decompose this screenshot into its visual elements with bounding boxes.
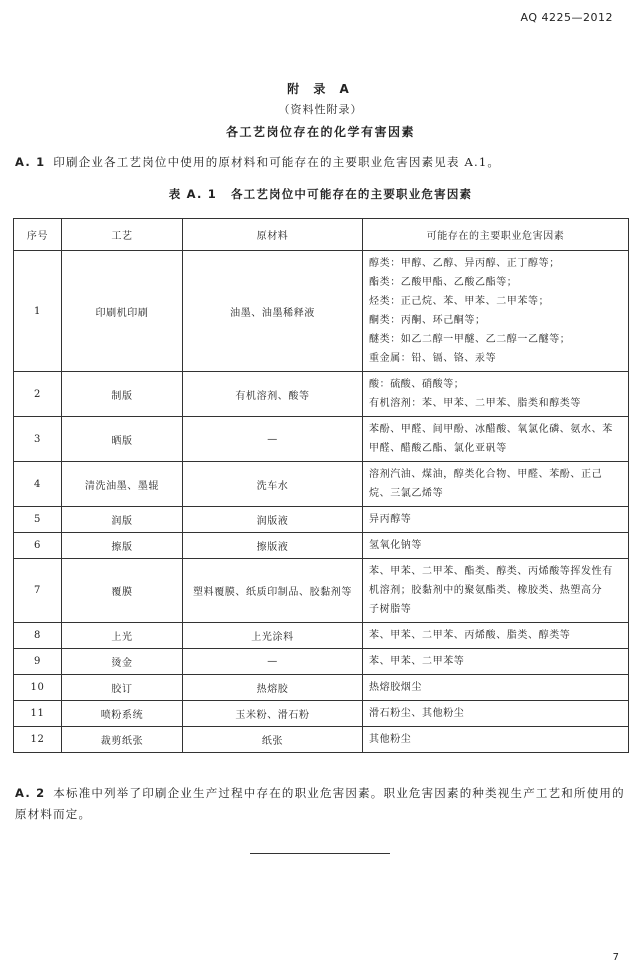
table-row <box>14 675 629 701</box>
table-row <box>14 507 629 533</box>
hazard-line: 热熔胶烟尘 <box>369 682 422 693</box>
table-row <box>14 701 629 727</box>
row-material: 热熔胶 <box>183 675 363 701</box>
row-process: 擦版 <box>62 533 183 559</box>
hazard-line: 有机溶剂：苯、甲苯、二甲苯、脂类和醇类等 <box>369 398 581 409</box>
row-hazards <box>363 675 629 701</box>
table-header-row <box>14 219 629 251</box>
row-hazards <box>363 701 629 727</box>
row-number: 2 <box>14 372 62 417</box>
row-material: 有机溶剂、酸等 <box>183 372 363 417</box>
row-hazards <box>363 251 629 372</box>
hazard-line: 酯类：乙酸甲酯、乙酸乙酯等； <box>369 277 518 288</box>
hazard-line: 滑石粉尘、其他粉尘 <box>369 708 465 719</box>
hazard-line: 苯酚、甲醛、间甲酚、冰醋酸、氧氯化磷、氨水、苯 <box>369 424 613 435</box>
row-hazards <box>363 623 629 649</box>
row-hazards <box>363 559 629 623</box>
hazard-line: 甲醛、醋酸乙酯、氯化亚矾等 <box>369 443 507 454</box>
table-row <box>14 623 629 649</box>
clause-text: 本标准中列举了印刷企业生产过程中存在的职业危害因素。职业危害因素的种类视生产工艺和所使用的原材料而定。 <box>15 786 625 821</box>
row-hazards <box>363 417 629 462</box>
row-material: 洗车水 <box>183 462 363 507</box>
table-row <box>14 727 629 753</box>
row-number: 10 <box>14 675 62 701</box>
appendix-title: 附 录 A <box>287 82 354 96</box>
table-row <box>14 649 629 675</box>
hazard-line: 醚类：如乙二醇一甲醚、乙二醇一乙醚等； <box>369 334 571 345</box>
row-material: 纸张 <box>183 727 363 753</box>
row-process: 制版 <box>62 372 183 417</box>
hazard-line: 苯、甲苯、二甲苯等 <box>369 656 465 667</box>
standard-code: AQ 4225—2012 <box>520 11 613 24</box>
row-process: 覆膜 <box>62 559 183 623</box>
row-material: 玉米粉、滑石粉 <box>183 701 363 727</box>
hazard-line: 苯、甲苯、二甲苯、丙烯酸、脂类、醇类等 <box>369 630 571 641</box>
end-divider <box>250 853 390 854</box>
hazard-line: 其他粉尘 <box>369 734 412 745</box>
hazard-line: 酸：硫酸、硝酸等； <box>369 379 465 390</box>
table-row <box>14 559 629 623</box>
hazard-line: 醇类：甲醇、乙醇、异丙醇、正丁醇等； <box>369 258 560 269</box>
row-hazards <box>363 649 629 675</box>
row-process: 喷粉系统 <box>62 701 183 727</box>
row-process: 胶订 <box>62 675 183 701</box>
table-row <box>14 462 629 507</box>
row-number: 7 <box>14 559 62 623</box>
appendix-subtitle: （资料性附录） <box>278 103 363 116</box>
row-hazards <box>363 533 629 559</box>
row-hazards <box>363 507 629 533</box>
row-number: 3 <box>14 417 62 462</box>
header-process: 工艺 <box>62 219 183 251</box>
row-material: — <box>183 649 363 675</box>
appendix-heading: 各工艺岗位存在的化学有害因素 <box>225 125 415 139</box>
row-number: 12 <box>14 727 62 753</box>
row-process: 润版 <box>62 507 183 533</box>
row-number: 8 <box>14 623 62 649</box>
hazard-line: 烷、三氯乙烯等 <box>369 488 444 499</box>
table-row <box>14 417 629 462</box>
row-process: 晒版 <box>62 417 183 462</box>
clause-text: 印刷企业各工艺岗位中使用的原材料和可能存在的主要职业危害因素见表 A.1。 <box>53 155 501 169</box>
row-material: — <box>183 417 363 462</box>
clause-a2 <box>15 783 626 825</box>
header-hazards: 可能存在的主要职业危害因素 <box>363 219 629 251</box>
page-number: 7 <box>612 952 619 963</box>
row-process: 印刷机印刷 <box>62 251 183 372</box>
clause-number: A. 1 <box>15 155 46 169</box>
row-material: 油墨、油墨稀释液 <box>183 251 363 372</box>
row-number: 11 <box>14 701 62 727</box>
hazard-line: 机溶剂；胶黏剂中的聚氨酯类、橡胶类、热塑高分 <box>369 585 603 596</box>
row-number: 4 <box>14 462 62 507</box>
header-material: 原材料 <box>183 219 363 251</box>
header-no: 序号 <box>14 219 62 251</box>
clause-number: A. 2 <box>15 786 46 800</box>
clause-a1 <box>15 152 626 173</box>
row-process: 裁剪纸张 <box>62 727 183 753</box>
hazard-line: 酮类：丙酮、环己酮等； <box>369 315 486 326</box>
table-caption-number: 表 A. 1 <box>168 187 217 201</box>
table-row <box>14 251 629 372</box>
hazards-table <box>13 218 629 753</box>
row-material: 上光涂料 <box>183 623 363 649</box>
table-row <box>14 533 629 559</box>
table-row <box>14 372 629 417</box>
row-hazards <box>363 462 629 507</box>
hazard-line: 重金属：铅、镉、铬、汞等 <box>369 353 497 364</box>
hazard-line: 苯、甲苯、二甲苯、酯类、醇类、丙烯酸等挥发性有 <box>369 566 613 577</box>
row-number: 6 <box>14 533 62 559</box>
hazard-line: 溶剂汽油、煤油，醇类化合物、甲醛、苯酚、正己 <box>369 469 603 480</box>
row-number: 5 <box>14 507 62 533</box>
row-process: 烫金 <box>62 649 183 675</box>
row-hazards <box>363 727 629 753</box>
row-material: 塑料覆膜、纸质印制品、胶黏剂等 <box>183 559 363 623</box>
row-material: 擦版液 <box>183 533 363 559</box>
row-number: 1 <box>14 251 62 372</box>
hazard-line: 烃类：正己烷、苯、甲苯、二甲苯等； <box>369 296 550 307</box>
row-process: 清洗油墨、墨辊 <box>62 462 183 507</box>
row-material: 润版液 <box>183 507 363 533</box>
hazard-line: 子树脂等 <box>369 604 412 615</box>
row-number: 9 <box>14 649 62 675</box>
table-caption-title: 各工艺岗位中可能存在的主要职业危害因素 <box>230 187 473 201</box>
hazard-line: 异丙醇等 <box>369 514 412 525</box>
row-process: 上光 <box>62 623 183 649</box>
hazard-line: 氢氧化钠等 <box>369 540 422 551</box>
table-caption <box>0 186 641 202</box>
row-hazards <box>363 372 629 417</box>
